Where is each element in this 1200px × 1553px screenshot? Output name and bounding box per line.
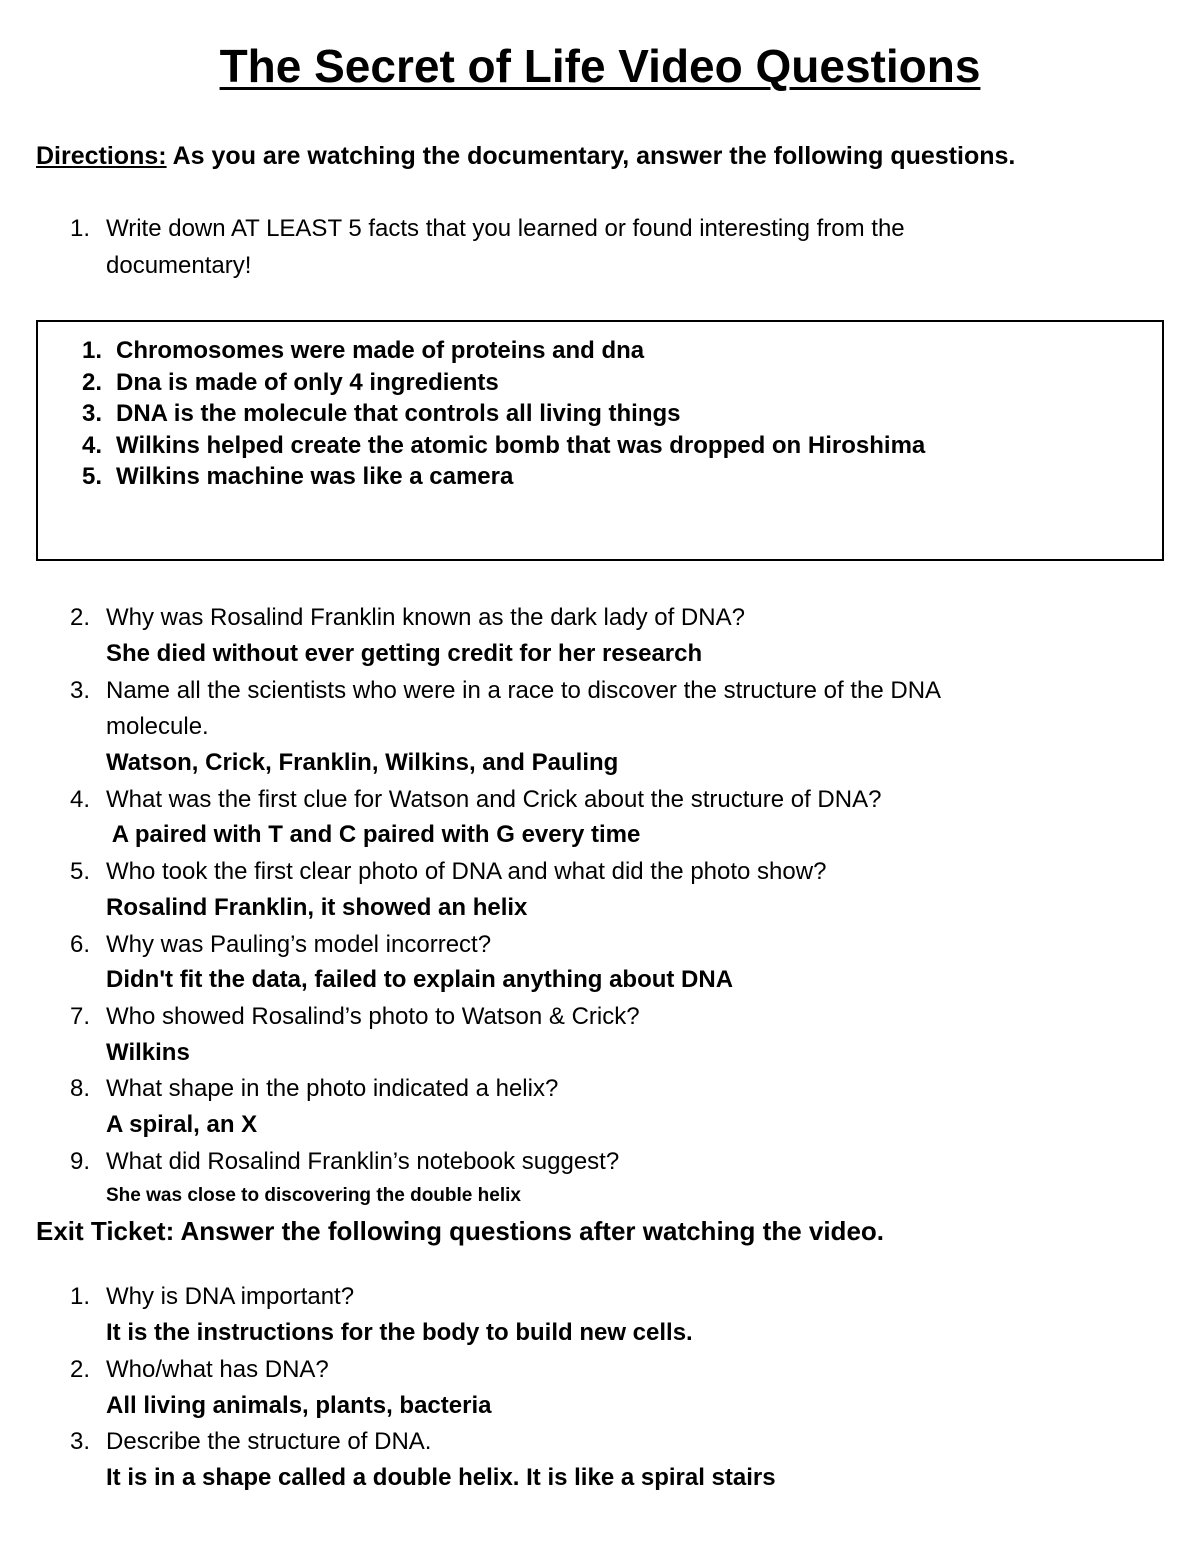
question-text: Describe the structure of DNA.: [106, 1428, 432, 1455]
exit-answer-1: It is the instructions for the body to build new cells.: [106, 1319, 693, 1346]
fact-item: [38, 398, 1138, 430]
fact-item: [38, 430, 1138, 462]
answer-5: Rosalind Franklin, it showed an helix: [106, 894, 528, 921]
answer-4: A paired with T and C paired with G every time: [106, 821, 641, 848]
question-text: Why was Rosalind Franklin known as the dark lady of DNA?: [106, 604, 745, 631]
directions: [36, 140, 1015, 172]
fact-number: 3.: [82, 400, 103, 427]
exit-answer-3: It is in a shape called a double helix. It is like a spiral stairs: [106, 1464, 776, 1491]
question-number: 2.: [70, 1356, 91, 1383]
fact-number: 4.: [82, 431, 103, 459]
answer-7: Wilkins: [106, 1039, 190, 1066]
directions-text: As you are watching the documentary, answer the following questions.: [166, 142, 1016, 170]
answer-2: She died without ever getting credit for her research: [106, 640, 703, 667]
directions-label: Directions:: [36, 142, 167, 170]
fact-item: [38, 335, 1138, 367]
fact-text: Dna is made of only 4 ingredients: [116, 368, 499, 396]
question-text: Name all the scientists who were in a race to discover the structure of the DNA: [106, 677, 942, 704]
fact-number: 1.: [82, 337, 103, 364]
exit-answer-2: All living animals, plants, bacteria: [106, 1392, 492, 1419]
question-number: 3.: [70, 677, 91, 704]
question-number: 9.: [70, 1148, 91, 1175]
question-number: 5.: [70, 858, 91, 885]
question-text: What shape in the photo indicated a helix?: [106, 1075, 559, 1102]
fact-text: Wilkins machine was like a camera: [116, 463, 514, 490]
question-text: Why is DNA important?: [106, 1283, 355, 1310]
question-text-continued: molecule.: [106, 713, 209, 740]
fact-text: Chromosomes were made of proteins and dna: [116, 337, 645, 364]
fact-number: 2.: [82, 368, 103, 396]
question-text: Write down AT LEAST 5 facts that you learned or found interesting from the: [106, 215, 905, 242]
question-number: 7.: [70, 1003, 91, 1030]
fact-text: DNA is the molecule that controls all living things: [116, 400, 681, 427]
question-text: Who showed Rosalind’s photo to Watson & Crick?: [106, 1003, 640, 1030]
question-text: Why was Pauling’s model incorrect?: [106, 931, 492, 958]
question-number: 1.: [70, 215, 91, 242]
fact-item: [38, 461, 1138, 493]
facts-answer-box: [36, 320, 1164, 561]
question-number: 3.: [70, 1428, 91, 1455]
question-text: Who/what has DNA?: [106, 1356, 329, 1383]
fact-number: 5.: [82, 463, 103, 490]
facts-list: [38, 335, 1138, 493]
question-text: What was the first clue for Watson and Crick about the structure of DNA?: [106, 786, 882, 813]
question-number: 6.: [70, 931, 91, 958]
question-text: Who took the first clear photo of DNA and what did the photo show?: [106, 858, 827, 885]
answer-8: A spiral, an X: [106, 1111, 258, 1138]
fact-text: Wilkins helped create the atomic bomb that was dropped on Hiroshima: [116, 431, 926, 459]
question-text-continued: documentary!: [106, 252, 252, 279]
page-title: The Secret of Life Video Questions: [219, 40, 981, 92]
question-number: 2.: [70, 604, 91, 631]
question-number: 4.: [70, 786, 91, 813]
fact-item: [38, 367, 1138, 399]
question-number: 8.: [70, 1075, 91, 1102]
question-text: What did Rosalind Franklin’s notebook suggest?: [106, 1148, 620, 1175]
question-number: 1.: [70, 1283, 91, 1310]
answer-3: Watson, Crick, Franklin, Wilkins, and Pauling: [106, 749, 619, 776]
answer-9: She was close to discovering the double helix: [106, 1185, 521, 1206]
exit-ticket-heading: Exit Ticket: Answer the following questions after watching the video.: [36, 1216, 885, 1246]
answer-6: Didn't fit the data, failed to explain anything about DNA: [106, 966, 734, 993]
